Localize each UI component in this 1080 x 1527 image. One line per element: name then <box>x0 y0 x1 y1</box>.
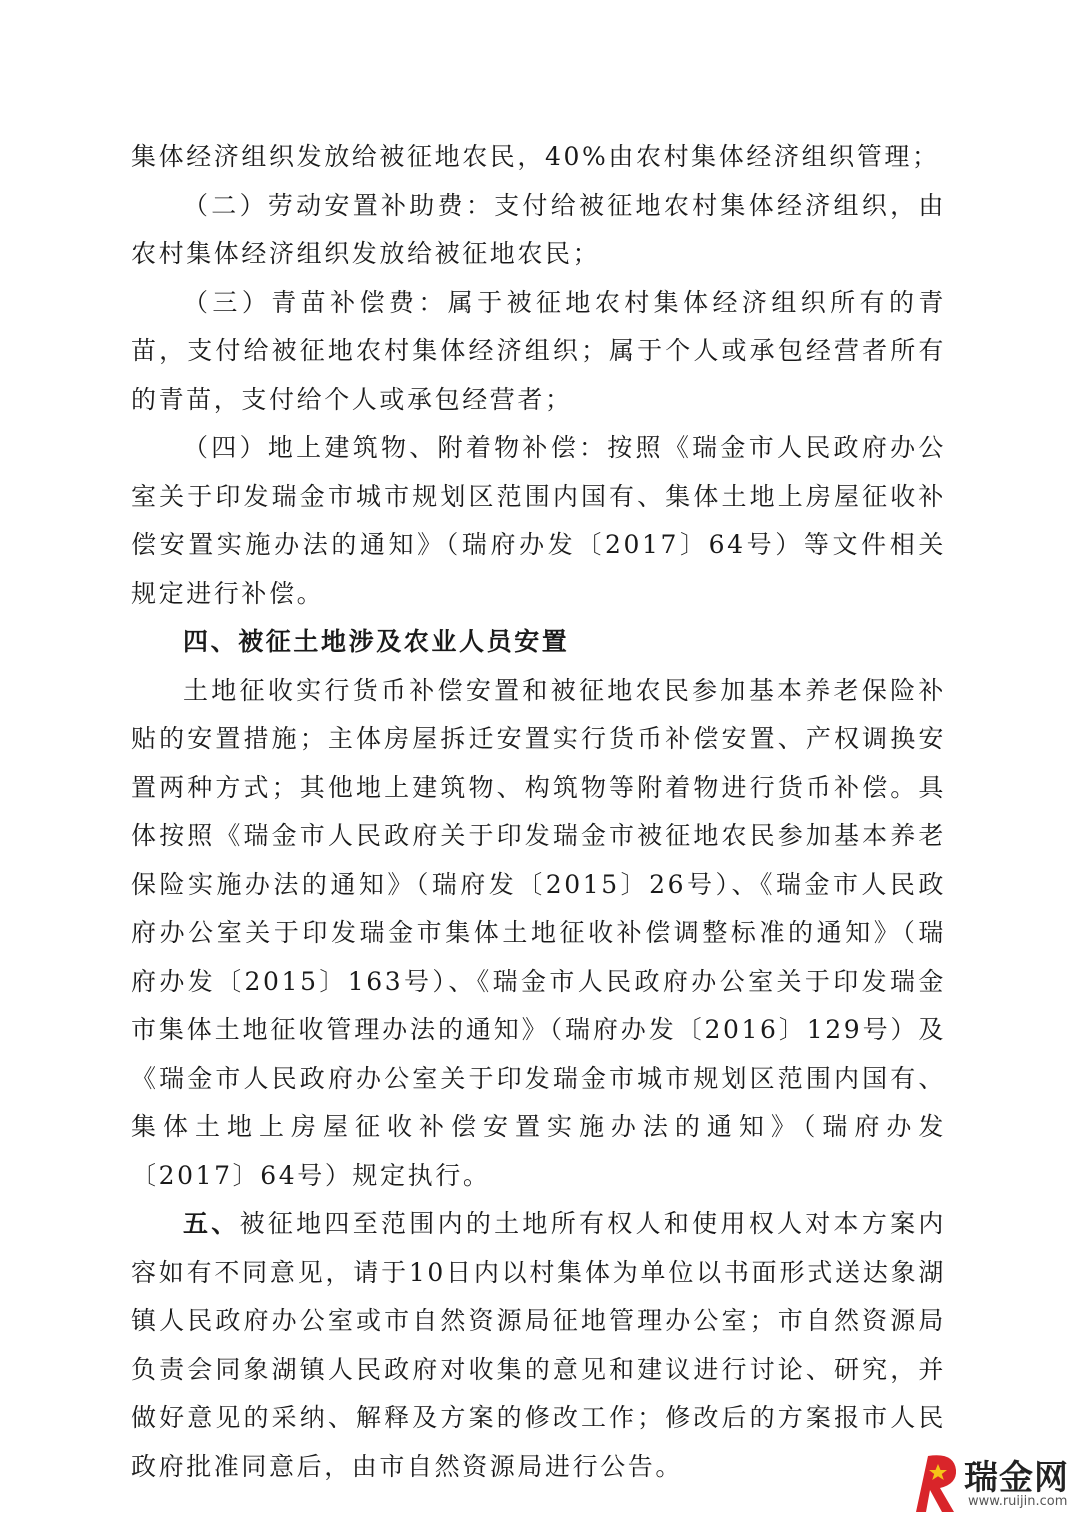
section-number: 五、 <box>183 1209 240 1238</box>
paragraph-seedling-compensation: （三）青苗补偿费：属于被征地农村集体经济组织所有的青苗，支付给被征地农村集体经济组织；属于个人或承包经营者所有的青苗，支付给个人或承包经营者； <box>131 287 946 414</box>
section-heading-resettlement: 四、被征土地涉及农业人员安置 <box>183 627 570 656</box>
paragraph-objections-text: 被征地四至范围内的土地所有权人和使用权人对本方案内容如有不同意见，请于10日内以村集体为单位以书面形式送达象湖镇人民政府办公室或市自然资源局征地管理办公室；市自然资源局负责会同象湖镇人民政府对收集的意见和建议进行讨论、研究，并做好意见的采纳、解释及方案的修改工作；修改后的方案报市人民政府批准同意后，由市自然资源局进行公告。 <box>131 1209 946 1481</box>
paragraph-objections <box>131 1200 946 1491</box>
watermark-site-name: 瑞金网 <box>964 1458 1069 1498</box>
paragraph-continuation: 集体经济组织发放给被征地农民，40%由农村集体经济组织管理； <box>131 142 940 171</box>
paragraph-building-compensation: （四）地上建筑物、附着物补偿：按照《瑞金市人民政府办公室关于印发瑞金市城市规划区范围内国有、集体土地上房屋征收补偿安置实施办法的通知》（瑞府办发〔2017〕64号）等文件相关规定进行补偿。 <box>131 433 946 608</box>
paragraph-labor-subsidy: （二）劳动安置补助费：支付给被征地农村集体经济组织，由农村集体经济组织发放给被征地农民； <box>131 190 946 268</box>
site-watermark <box>910 1448 1070 1520</box>
document-body <box>131 133 946 1491</box>
ruijin-r-star-logo-icon <box>910 1450 966 1516</box>
watermark-site-url: www.ruijin.com <box>968 1494 1068 1509</box>
paragraph-resettlement: 土地征收实行货币补偿安置和被征地农民参加基本养老保险补贴的安置措施；主体房屋拆迁安置实行货币补偿安置、产权调换安置两种方式；其他地上建筑物、构筑物等附着物进行货币补偿。具体按照《瑞金市人民政府关于印发瑞金市被征地农民参加基本养老保险实施办法的通知》（瑞府发〔2015〕26号）、《瑞金市人民政府办公室关于印发瑞金市集体土地征收补偿调整标准的通知》（瑞府办发〔2015〕163号）、《瑞金市人民政府办公室关于印发瑞金市集体土地征收管理办法的通知》（瑞府办发〔2016〕129号）及《瑞金市人民政府办公室关于印发瑞金市城市规划区范围内国有、集体土地上房屋征收补偿安置实施办法的通知》（瑞府办发〔2017〕64号）规定执行。 <box>131 675 946 1190</box>
